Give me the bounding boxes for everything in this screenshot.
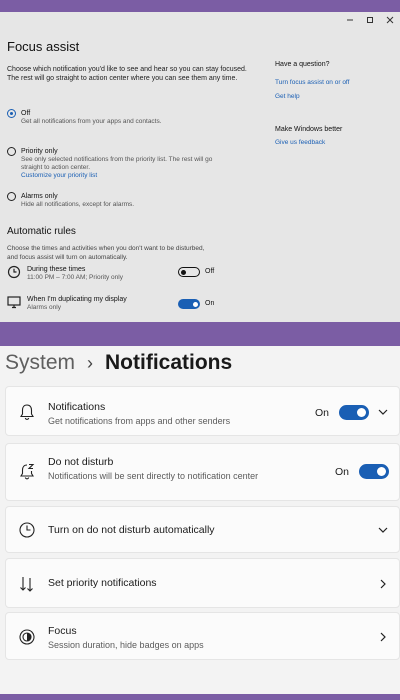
give-us-feedback-link[interactable]: Give us feedback	[275, 139, 326, 146]
card-title: Focus	[48, 625, 77, 637]
radio-description: Get all notifications from your apps and contacts.	[21, 118, 162, 125]
make-windows-better-heading: Make Windows better	[275, 126, 343, 133]
radio-description: Hide all notifications, except for alarms.	[21, 201, 135, 208]
intro-text: Choose which notification you'd like to see and hear so you can stay focused. The rest will go straight to action center where you can see them any time.	[7, 66, 247, 82]
focus-card[interactable]	[5, 612, 400, 660]
rule-title: During these times	[27, 266, 86, 273]
get-help-link[interactable]: Get help	[275, 93, 300, 100]
bell-icon	[18, 403, 36, 421]
card-title: Do not disturb	[48, 456, 114, 468]
toggle-state-label: Off	[205, 268, 215, 275]
radio-option-alarms-only[interactable]	[7, 192, 231, 209]
rule-subtitle: 11:00 PM – 7:00 AM; Priority only	[27, 274, 123, 281]
do-not-disturb-card[interactable]	[5, 443, 400, 501]
radio-description: See only selected notifications from the priority list. The rest will go straight to action center.	[21, 156, 213, 171]
chevron-down-icon[interactable]	[377, 524, 389, 536]
page-title: Notifications	[105, 351, 233, 374]
breadcrumb	[5, 349, 232, 377]
bell-snooze-icon	[18, 462, 36, 480]
automatic-rules-description: Choose the times and activities when you don't want to be disturbed, and focus assist will turn on automatically.	[7, 245, 205, 261]
notifications-settings-window	[0, 346, 400, 694]
toggle-state-label: On	[335, 466, 350, 478]
card-title: Set priority notifications	[48, 577, 157, 589]
customize-priority-list-link[interactable]: Customize your priority list	[21, 172, 98, 179]
card-description: Get notifications from apps and other senders	[48, 416, 231, 426]
minimize-button[interactable]	[340, 12, 360, 28]
radio-label: Alarms only	[21, 193, 58, 200]
close-button[interactable]	[380, 12, 400, 28]
radio-button-off[interactable]	[7, 109, 16, 118]
card-description: Session duration, hide badges on apps	[48, 640, 204, 650]
radio-option-off[interactable]	[7, 109, 231, 126]
focus-assist-window	[0, 12, 400, 322]
card-title: Turn on do not disturb automatically	[48, 524, 215, 536]
toggle-state-label: On	[315, 407, 330, 419]
breadcrumb-system[interactable]: System	[5, 351, 76, 374]
focus-icon	[18, 628, 36, 646]
close-icon	[386, 16, 394, 24]
maximize-icon	[366, 16, 374, 24]
radio-button-alarms-only[interactable]	[7, 192, 16, 201]
duplicating-display-toggle[interactable]	[178, 299, 200, 309]
set-priority-notifications-card[interactable]	[5, 558, 400, 608]
radio-label: Priority only	[21, 148, 58, 155]
turn-focus-assist-link[interactable]: Turn focus assist on or off	[275, 79, 350, 86]
page-title: Focus assist	[7, 39, 80, 54]
priority-sort-icon	[18, 575, 36, 593]
chevron-down-icon[interactable]	[377, 406, 389, 418]
radio-label: Off	[21, 110, 31, 117]
chevron-right-icon[interactable]	[377, 631, 389, 643]
radio-button-priority-only[interactable]	[7, 147, 16, 156]
window-titlebar	[340, 12, 400, 28]
notifications-card[interactable]	[5, 386, 400, 436]
clock-icon	[18, 521, 36, 539]
minimize-icon	[346, 16, 354, 24]
notifications-toggle[interactable]	[339, 405, 369, 420]
chevron-right-icon[interactable]	[377, 578, 389, 590]
card-description: Notifications will be sent directly to notification center	[48, 471, 259, 481]
clock-icon	[7, 265, 21, 279]
do-not-disturb-toggle[interactable]	[359, 464, 389, 479]
automatic-rules-heading: Automatic rules	[7, 226, 76, 237]
card-title: Notifications	[48, 401, 106, 413]
monitor-icon	[7, 295, 21, 309]
toggle-state-label: On	[205, 300, 215, 307]
during-these-times-toggle[interactable]	[178, 267, 200, 277]
rule-subtitle: Alarms only	[27, 304, 61, 311]
maximize-button[interactable]	[360, 12, 380, 28]
rule-title: When I'm duplicating my display	[27, 296, 127, 303]
radio-option-priority-only[interactable]	[7, 147, 231, 180]
do-not-disturb-automatically-card[interactable]	[5, 506, 400, 553]
have-a-question-heading: Have a question?	[275, 61, 330, 68]
breadcrumb-separator: ›	[87, 352, 94, 373]
